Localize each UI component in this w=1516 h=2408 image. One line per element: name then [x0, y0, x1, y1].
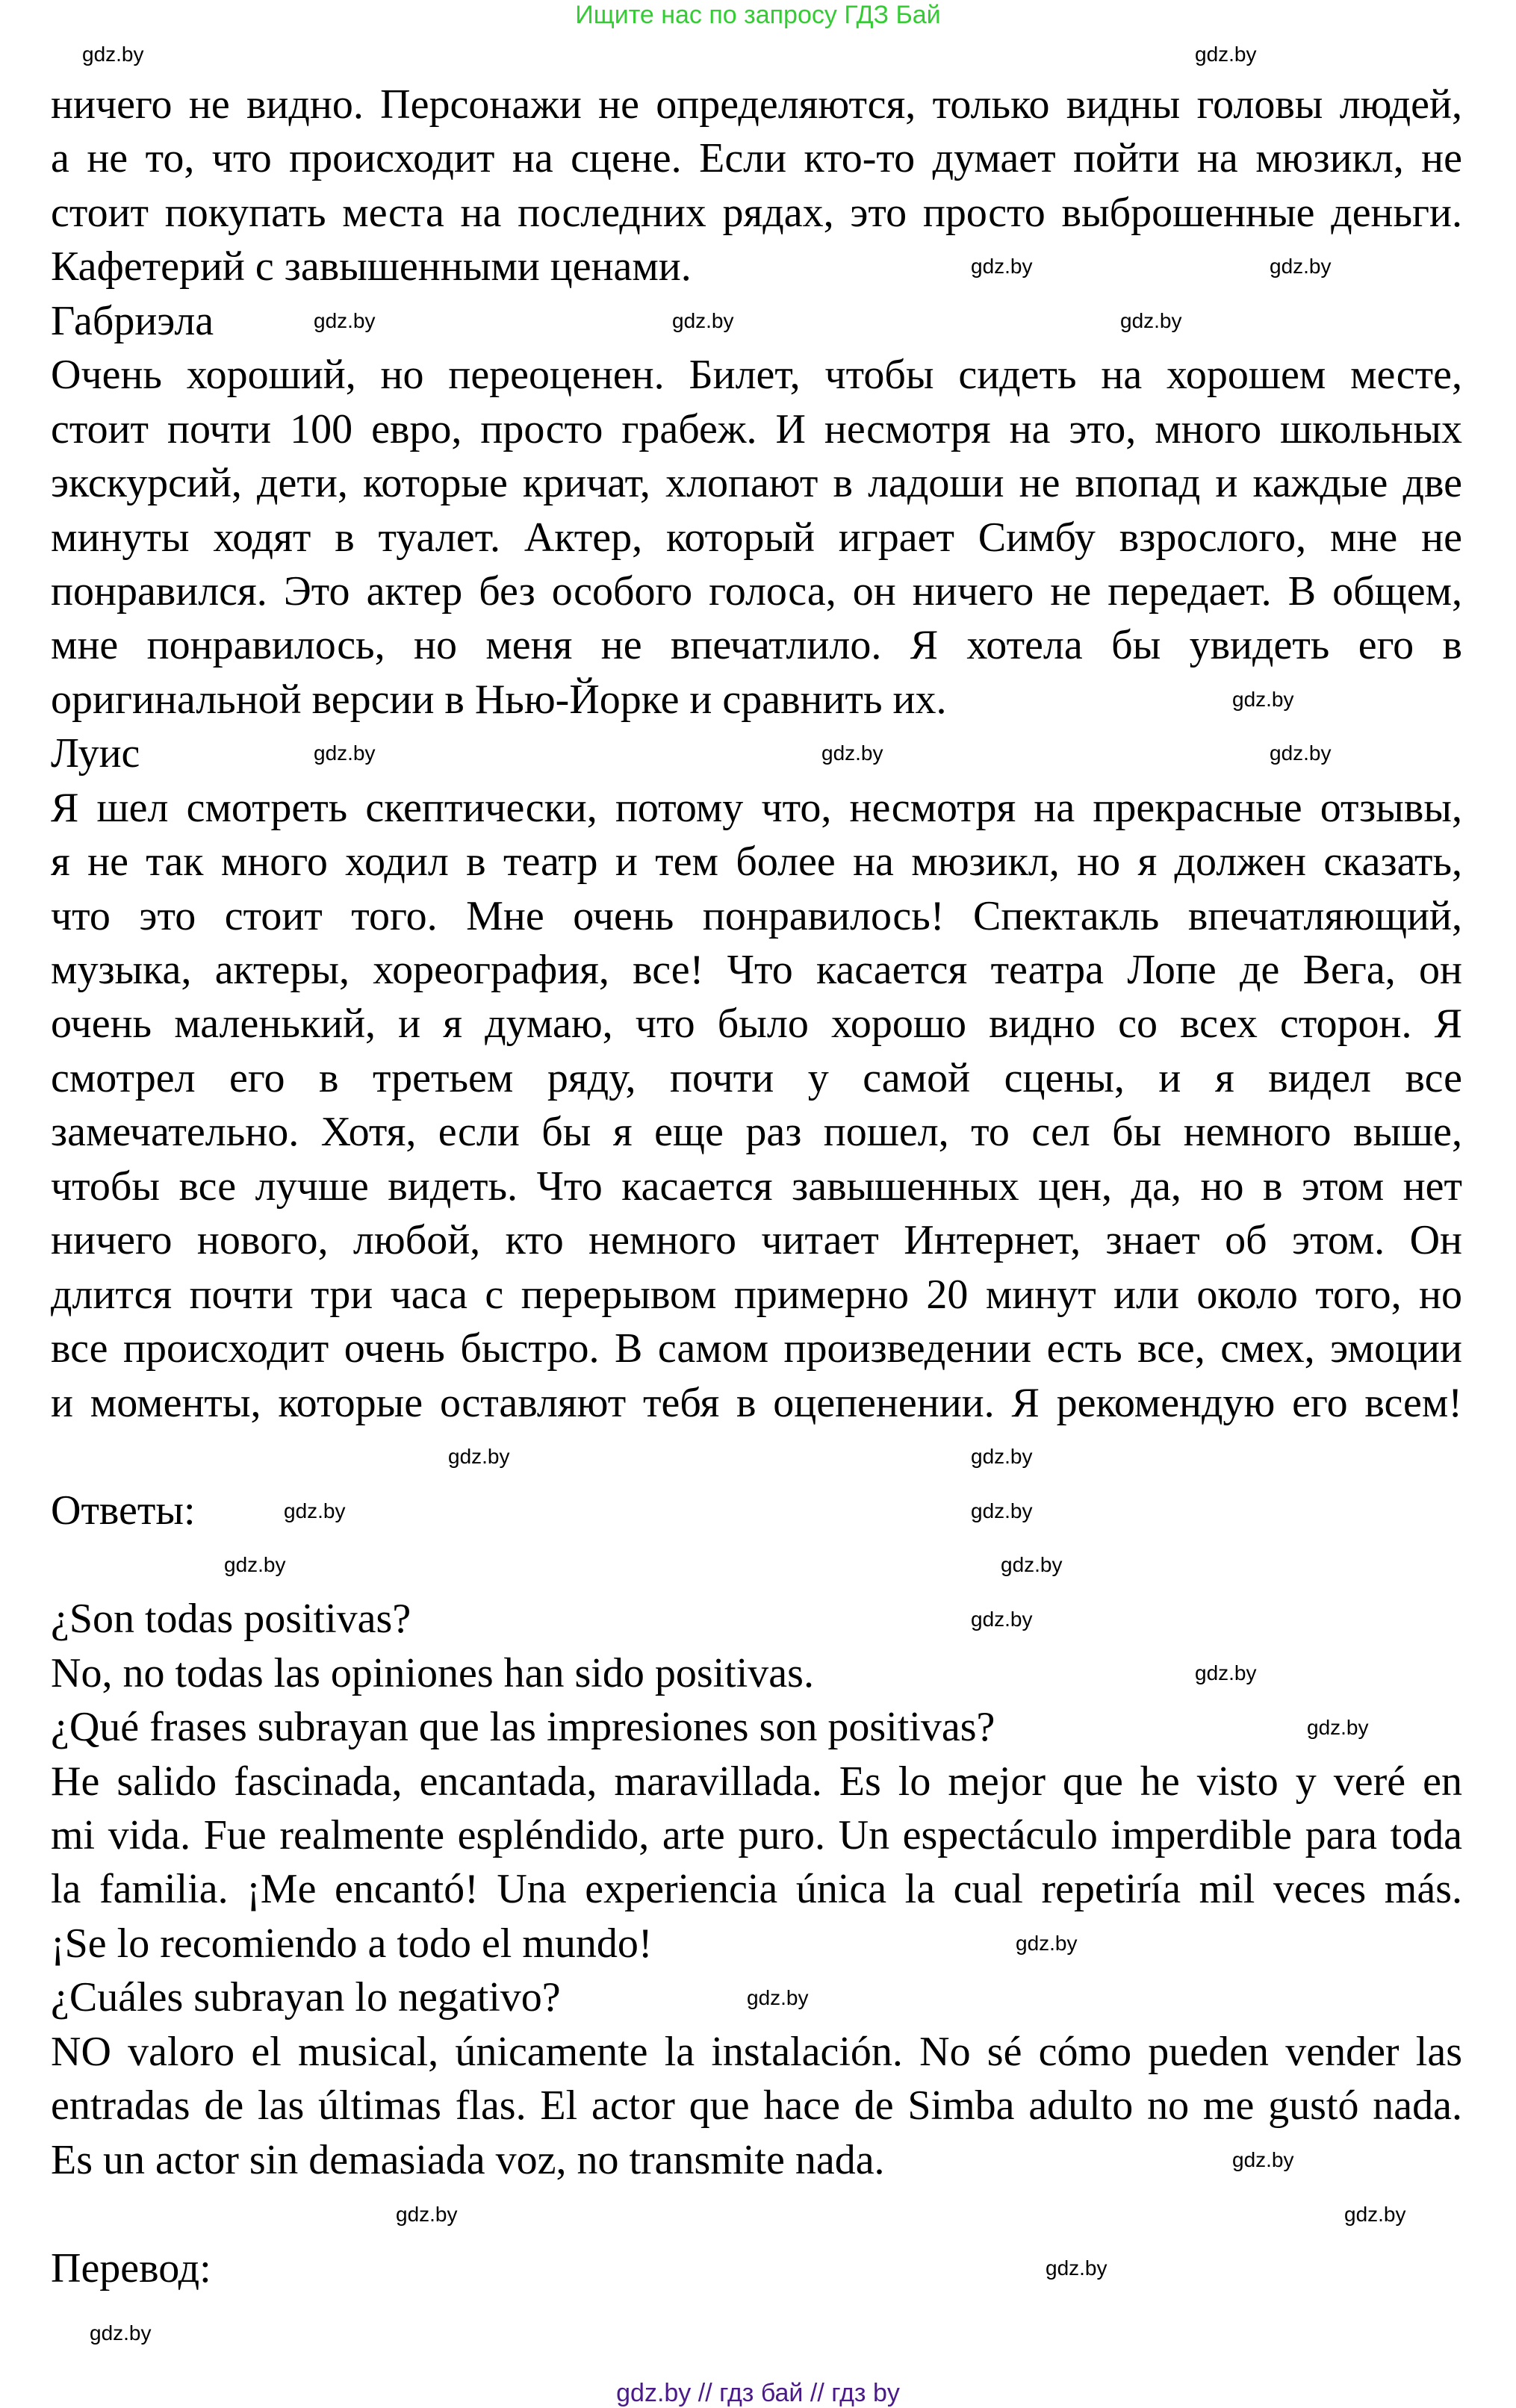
text-line: длится почти три часа с перерывом примерно 20 минут или около того, но: [51, 1271, 1462, 1318]
text-line: Es un actor sin demasiada voz, no transmite nada.: [51, 2136, 885, 2183]
watermark-text: gdz.by: [1195, 43, 1257, 66]
watermark-text: gdz.by: [1001, 1553, 1063, 1577]
footer-links[interactable]: gdz.by // гдз бай // гдз by: [616, 2379, 900, 2407]
watermark-text: gdz.by: [821, 741, 883, 765]
text-line: замечательно. Хотя, если бы я еще раз пошел, то сел бы немного выше,: [51, 1109, 1462, 1156]
text-line: оригинальной версии в Нью-Йорке и сравнить их.: [51, 676, 947, 723]
watermark-text: gdz.by: [224, 1553, 286, 1577]
text-line: Кафетерий с завышенными ценами.: [51, 243, 692, 290]
text-line: la familia. ¡Me encantó! Una experiencia única la cual repetiría mil veces más.: [51, 1866, 1462, 1913]
text-line: Перевод:: [51, 2244, 211, 2292]
text-line: ¿Cuáles subrayan lo negativo?: [51, 1974, 561, 2021]
text-line: экскурсий, дети, которые кричат, хлопают в ладоши не впопад и каждые две: [51, 460, 1462, 507]
search-banner: Ищите нас по запросу ГДЗ Бай: [575, 1, 941, 29]
watermark-text: gdz.by: [90, 2321, 152, 2345]
text-line: ничего нового, любой, кто немного читает Интернет, знает об этом. Он: [51, 1217, 1462, 1264]
text-line: мне понравилось, но меня не впечатлило. Я хотела бы увидеть его в: [51, 622, 1462, 669]
text-line: очень маленький, и я думаю, что было хорошо видно со всех сторон. Я: [51, 1001, 1462, 1048]
watermark-text: gdz.by: [1016, 1932, 1078, 1956]
text-line: NO valoro el musical, únicamente la instalación. No sé cómo pueden vender las: [51, 2028, 1462, 2075]
watermark-text: gdz.by: [1046, 2256, 1108, 2280]
text-line: чтобы все лучше видеть. Что касается завышенных цен, да, но в этом нет: [51, 1163, 1462, 1210]
watermark-text: gdz.by: [82, 43, 144, 66]
text-line: Очень хороший, но переоценен. Билет, чтобы сидеть на хорошем месте,: [51, 352, 1462, 399]
text-line: что это стоит того. Мне очень понравилось! Спектакль впечатляющий,: [51, 892, 1462, 939]
watermark-text: gdz.by: [747, 1985, 809, 2009]
watermark-text: gdz.by: [1270, 255, 1332, 279]
watermark-text: gdz.by: [448, 1445, 510, 1469]
text-line: я не так много ходил в театр и тем более на мюзикл, но я должен сказать,: [51, 839, 1462, 886]
text-line: ничего не видно. Персонажи не определяются, только видны головы людей,: [51, 81, 1462, 128]
text-line: понравился. Это актер без особого голоса, он ничего не передает. В общем,: [51, 567, 1462, 615]
watermark-text: gdz.by: [1307, 1715, 1369, 1739]
watermark-text: gdz.by: [1232, 687, 1294, 711]
text-line: Габриэла: [51, 297, 214, 344]
text-line: Луис: [51, 730, 140, 777]
text-line: No, no todas las opiniones han sido positivas.: [51, 1649, 814, 1696]
text-line: все происходит очень быстро. В самом произведении есть все, смех, эмоции: [51, 1325, 1462, 1372]
watermark-text: gdz.by: [1270, 741, 1332, 765]
watermark-text: gdz.by: [1344, 2202, 1406, 2226]
watermark-text: gdz.by: [672, 308, 734, 332]
watermark-text: gdz.by: [314, 741, 376, 765]
watermark-text: gdz.by: [971, 255, 1033, 279]
watermark-text: gdz.by: [284, 1499, 346, 1522]
document-body: [51, 78, 1462, 2295]
watermark-text: gdz.by: [314, 308, 376, 332]
text-line: ¿Son todas positivas?: [51, 1596, 411, 1643]
text-line: стоит почти 100 евро, просто грабеж. И несмотря на это, много школьных: [51, 405, 1462, 452]
text-line: а не то, что происходит на сцене. Если кто-то думает пойти на мюзикл, не: [51, 135, 1462, 182]
text-line: смотрел его в третьем ряду, почти у самой сцены, и я видел все: [51, 1054, 1462, 1101]
text-line: музыка, актеры, хореография, все! Что касается театра Лопе де Вега, он: [51, 947, 1462, 993]
text-line: mi vida. Fue realmente espléndido, arte puro. Un espectáculo imperdible para toda: [51, 1812, 1462, 1858]
text-line: Ответы:: [51, 1487, 196, 1534]
text-line: He salido fascinada, encantada, maravillada. Es lo mejor que he visto y veré en: [51, 1758, 1462, 1805]
watermark-text: gdz.by: [971, 1607, 1033, 1631]
watermark-text: gdz.by: [1232, 2148, 1294, 2172]
text-line: entradas de las últimas flas. El actor que hace de Simba adulto no me gustó nada.: [51, 2082, 1462, 2129]
text-line: минуты ходят в туалет. Актер, который играет Симбу взрослого, мне не: [51, 514, 1462, 561]
watermark-text: gdz.by: [396, 2202, 458, 2226]
watermark-text: gdz.by: [971, 1445, 1033, 1469]
watermark-text: gdz.by: [971, 1499, 1033, 1522]
text-line: ¡Se lo recomiendo a todo el mundo!: [51, 1920, 653, 1967]
text-line: ¿Qué frases subrayan que las impresiones son positivas?: [51, 1704, 995, 1751]
text-line: Я шел смотреть скептически, потому что, несмотря на прекрасные отзывы,: [51, 784, 1462, 831]
watermark-text: gdz.by: [1120, 308, 1182, 332]
text-line: стоит покупать места на последних рядах, это просто выброшенные деньги.: [51, 189, 1462, 236]
text-line: и моменты, которые оставляют тебя в оцепенении. Я рекомендую его всем!: [51, 1379, 1462, 1426]
watermark-text: gdz.by: [1195, 1661, 1257, 1685]
